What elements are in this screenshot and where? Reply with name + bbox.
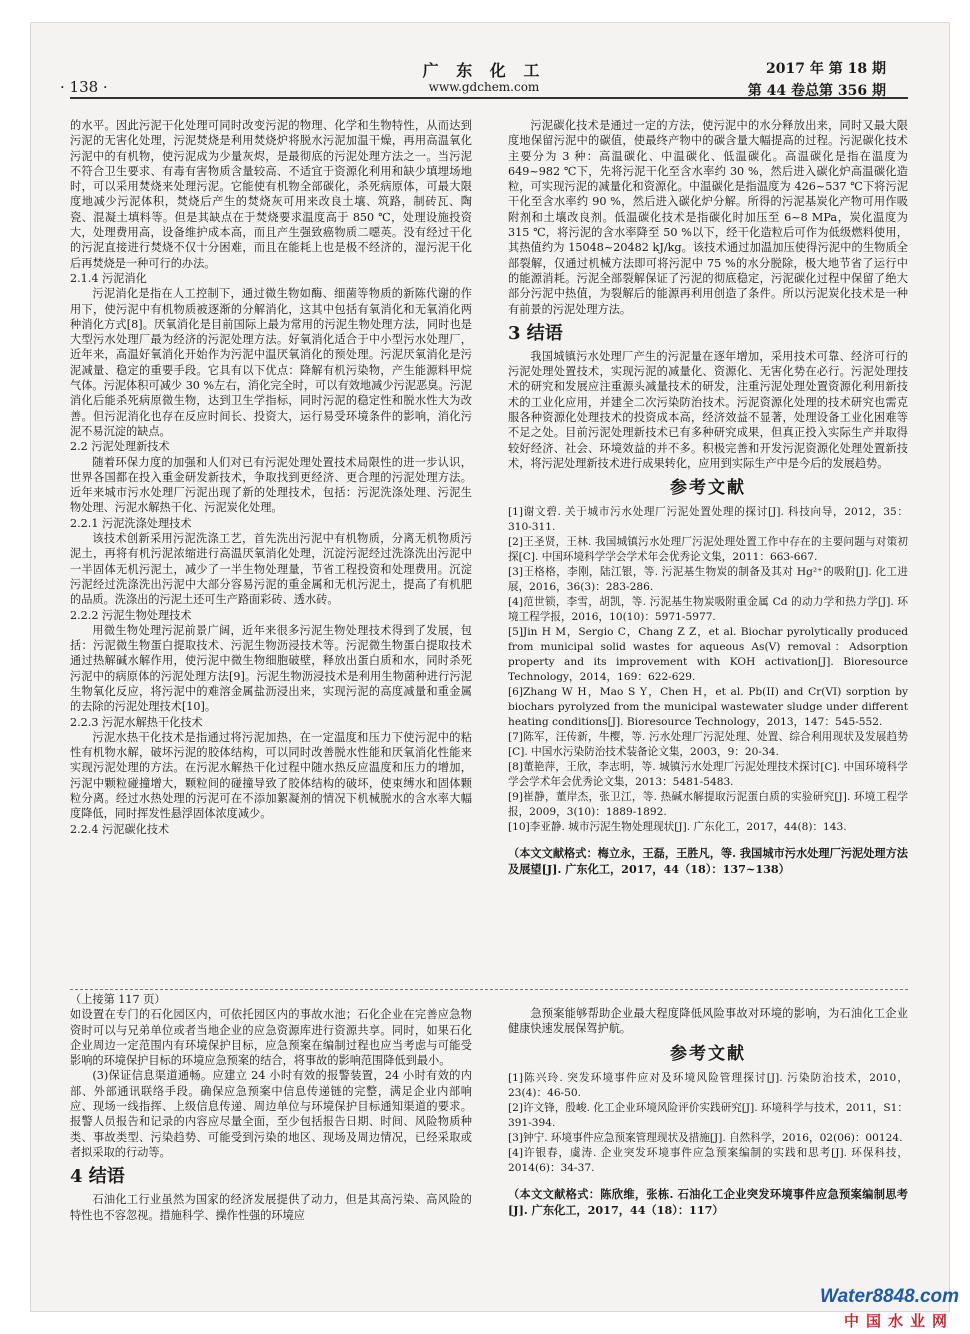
- page-header: [40, 32, 928, 99]
- reference-item: [5]Jin H M，Sergio C，Chang Z Z，et al. Biochar pyrolytically produced from municipal solid wastes for aqueous As(V) removal：Adsorption property and its improvement with KOH activation[J]. Bioresource Technology，2014，169：622-629.: [508, 626, 908, 684]
- paragraph: 用微生物处理污泥前景广阔，近年来很多污泥生物处理技术得到了发展，包括：污泥微生物蛋白提取技术、污泥生物沥浸技术等。污泥微生物蛋白提取技术通过热解碱水解作用，使污泥中微生物细胞破壁，释放出蛋白质和水，同时杀死污泥中的病原体的污泥处理方法[9]。污泥生物沥浸技术是利用生物菌种进行污泥生物氧化反应，将污泥中的难溶金属盐沥浸出来，实现污泥的高度减量和重金属的去除的污泥处理技术[10]。: [70, 623, 472, 714]
- reference-item: [1]谢文碧. 关于城市污水处理厂污泥处置处理的探讨[J]. 科技向导，2012，35：310-311.: [508, 506, 908, 534]
- subsection-heading: 2.2 污泥处理新技术: [70, 440, 170, 454]
- reference-item: [10]李亚静. 城市污泥生物处理现状[J]. 广东化工，2017，44(8)：143.: [508, 821, 847, 834]
- paragraph: 的水平。因此污泥干化处理可同时改变污泥的物理、化学和生物特性，从而达到污泥的无害化处理，污泥焚烧是利用焚烧炉将脱水污泥加温干燥，再用高温氧化污泥中的有机物，使污泥成为少量灰烬，是最彻底的污泥处理方法之一。当污泥不符合卫生要求、有毒有害物质含量较高、不适宜于资源化利用和缺少填埋场地时，可以采用焚烧来处理污泥。它能使有机物全部碳化，杀死病原体，可最大限度地减少污泥体积，焚烧后产生的焚烧灰可用来改良土壤、筑路，制砖瓦、陶瓷、混凝土填料等。但是其缺点在于焚烧要求温度高于 850 ℃，处理设施投资大，处理费用高，设备维护成本高，而且产生强致癌物质二噁英。没有经过干化的污泥直接进行焚烧不仅十分困难，而且在能耗上也是极不经济的，湿污泥干化后再焚烧是一种可行的办法。: [70, 119, 472, 270]
- paragraph: 随着环保力度的加强和人们对已有污泥处理处置技术局限性的进一步认识，世界各国都在投入重金研发新技术，争取找到更经济、更合理的污泥处理方法。近年来城市污水处理厂污泥出现了新的处理技术，包括：污泥洗涤处理、污泥生物处理、污泥水解热干化、污泥炭化处理。: [70, 455, 472, 515]
- logo-brand-cn: 中国水业网: [844, 1312, 955, 1330]
- subsection-heading: 2.2.1 污泥洗涤处理技术: [70, 516, 192, 530]
- journal-title: 广 东 化 工: [422, 61, 546, 80]
- paragraph: (3)保证信息渠道通畅。应建立 24 小时有效的报警装置，24 小时有效的内部、外部通讯联络手段。确保应急预案中信息传递链的完整，满足企业内部响应、现场一线指挥、上级信息传递、周边单位与环境保护目标通知渠道的要求。报警人员报告和记录的内容应尽量全面，至少包括报告日期、时间、风险物质种类、事故类型、污染趋势、可能受到污染的地区、现场及周边情况，已经采取或者拟采取的行动等。: [70, 1069, 472, 1159]
- right-column: [508, 118, 908, 877]
- logo-brand-text: Water8848.com: [820, 1286, 960, 1307]
- references-heading: 参考文献: [670, 478, 746, 499]
- section-heading-conclusion: 4 结语: [70, 1166, 125, 1188]
- references-heading: 参考文献: [670, 1043, 746, 1064]
- article-separator: [70, 989, 908, 990]
- journal-url: www.gdchem.com: [428, 80, 540, 94]
- bottom-left-column: [70, 992, 472, 1223]
- bottom-right-column: [508, 1006, 908, 1218]
- reference-item: [2]王圣贤，王林. 我国城镇污水处理厂污泥处理处置工作中存在的主要问题与对策初探[C]. 中国环境科学学会学术年会优秀论文集，2011：663-667.: [508, 536, 908, 564]
- reference-item: [6]Zhang W H，Mao S Y，Chen H，et al. Pb(II) and Cr(VI) sorption by biochars pyrolyzed from the municipal wastewater sludge under different heating conditions[J]. Bioresource Technology，2013，147：545-552.: [508, 686, 908, 729]
- left-column: [70, 118, 472, 837]
- paragraph: 急预案能够帮助企业最大程度降低风险事故对环境的影响，为石油化工企业健康快速发展保驾护航。: [508, 1007, 908, 1036]
- volume-info: 第 44 卷总第 356 期: [747, 83, 886, 99]
- reference-item: [7]陈军，汪传新，牛樱，等. 污水处理厂污泥处理、处置、综合利用现状及发展趋势[C]. 中国水污染防治技术装备论文集，2003，9：20-34.: [508, 731, 908, 759]
- reference-item: [9]崔静，董岸杰，张卫江，等. 热碱水解提取污泥蛋白质的实验研究[J]. 环境工程学报，2009，3(10)：1889-1892.: [508, 791, 908, 819]
- paragraph: 污泥消化是指在人工控制下，通过微生物如酶、细菌等物质的新陈代谢的作用下，使污泥中有机物质被逐渐的分解消化，这其中包括有氧消化和无氧消化两种消化方式[8]。厌氧消化是目前国际上最为常用的污泥生物处理方法，同时也是大型污水处理厂最为经济的污泥处理方法。好氧消化适合于中小型污水处理厂，近年来，高温好氧消化开始作为污泥中温厌氧消化的预处理。污泥厌氧消化是污泥减量、稳定的重要手段。它具有以下优点：降解有机污染物，产生能源料甲烷气体。污泥体积可减少 30 %左右，消化完全时，可以有效地减少污泥恶臭。污泥消化后能杀死病原微生物，达到卫生学指标，同时污泥的稳定性和脱水性大为改善。但污泥消化也存在反应时间长、投资大，运行易受环境条件的影响，消化污泥不易沉淀的缺点。: [70, 287, 472, 438]
- reference-item: [4]范世锁，李雪，胡凯，等. 污泥基生物炭吸附重金属 Cd 的动力学和热力学[J]. 环境工程学报，2016，10(10)：5971-5977.: [508, 596, 908, 624]
- reference-item: [2]许文锋，殷峻. 化工企业环境风险评价实践研究[J]. 环境科学与技术，2011，S1：391-394.: [508, 1101, 908, 1129]
- subsection-heading: 2.1.4 污泥消化: [70, 271, 147, 285]
- reference-item: [1]陈兴玲. 突发环境事件应对及环境风险管理探讨[J]. 污染防治技术，2010，23(4)：46-50.: [508, 1071, 908, 1099]
- citation-format: （本文文献格式：梅立永，王磊，王胜凡，等. 我国城市污水处理厂污泥处理方法及展望[J]. 广东化工，2017，44（18）：137~138）: [508, 846, 908, 877]
- page-number: · 138 ·: [60, 78, 108, 96]
- subsection-heading: 2.2.4 污泥碳化技术: [70, 822, 170, 836]
- paragraph: 如设置在专门的石化园区内，可依托园区内的事故水池；石化企业在完善应急物资时可以与兄弟单位或者当地企业的应急资源库进行资源共享。同时，如果石化企业周边一定范围内有环境保护目标，应急预案在编制过程也应当考虑与可能受影响的环境保护目标的环境应急预案的结合，将事故的影响范围降低到最小。: [70, 1008, 472, 1068]
- reference-item: [3]钟宁. 环境事件应急预案管理现状及措施[J]. 自然科学，2016，02(06)：00124.: [508, 1131, 903, 1144]
- paragraph: 污泥水热干化技术是指通过将污泥加热，在一定温度和压力下使污泥中的粘性有机物水解，破坏污泥的胶体结构，可以同时改善脱水性能和厌氧消化性能来实现污泥处理的方法。在污泥水解热干化过程中随水热反应温度和压力的增加，污泥中颗粒碰撞增大，颗粒间的碰撞导致了胶体结构的破坏，使束缚水和固体颗粒分离。经过水热处理的污泥可在不添加絮凝剂的情况下机械脱水的含水率大幅度降低，同时挥发性悬浮固体浓度减少。: [70, 730, 472, 821]
- paragraph: 石油化工行业虽然为国家的经济发展提供了动力，但是其高污染、高风险的特性也不容忽视。措施科学、操作性强的环境应: [70, 1193, 472, 1222]
- subsection-heading: 2.2.3 污泥水解热干化技术: [70, 715, 203, 729]
- subsection-heading: 2.2.2 污泥生物处理技术: [70, 608, 192, 622]
- paragraph: 该技术创新采用污泥洗涤工艺，首先洗出污泥中有机物质，分离无机物质污泥土，再将有机污泥浓缩进行高温厌氧消化处理，沉淀污泥经过洗涤洗出污泥中一半固体无机污泥土，减少了一半生物处理量，节省工程投资和处理费用。沉淀污泥经过洗涤洗出污泥中大部分容易污泥的重金属和无机污泥土，提高了有机肥的品质。洗涤出的污泥土还可生产路面彩砖、透水砖。: [70, 532, 472, 607]
- reference-item: [3]王格格，李刚，陆江银，等. 污泥基生物炭的制备及其对 Hg²⁺的吸附[J]. 化工进展，2016，36(3)：283-286.: [508, 566, 908, 594]
- year-issue: 2017 年 第 18 期: [766, 61, 886, 77]
- section-heading-conclusion: 3 结语: [508, 322, 563, 344]
- citation-format: （本文文献格式：陈欣维，张栋. 石油化工企业突发环境事件应急预案编制思考[J]. 广东化工，2017，44（18）：117）: [508, 1186, 908, 1217]
- water8848-logo: [820, 1284, 968, 1332]
- paragraph: 污泥碳化技术是通过一定的方法，使污泥中的水分释放出来，同时又最大限度地保留污泥中的碳值，使最终产物中的碳含量大幅提高的过程。污泥碳化技术主要分为 3 种：高温碳化、中温碳化、低温碳化。高温碳化是指在温度为 649~982 ℃下，先将污泥干化至含水率约 30 %，然后进入碳化炉高温碳化造粒，可实现污泥的减量化和资源化。中温碳化是指温度为 426~537 ℃下将污泥干化至含水率约 90 %，然后进入碳化炉分解。所得的污泥基炭化产物可用作吸附剂和土壤改良剂。低温碳化技术是指碳化时加压至 6~8 MPa，炭化温度为 315 ℃，将污泥的含水率降至 50 %以下，经干化造粒后可作为低级燃料使用，其热值约为 15048~20482 kJ/kg。该技术通过加温加压使得污泥中的生物质全部裂解，仅通过机械方法即可将污泥中 75 %的水分脱除，极大地节省了运行中的能源消耗。污泥全部裂解保证了污泥的彻底稳定，污泥碳化过程中保留了绝大部分污泥中热值，为裂解后的能源再利用创造了条件。所以污泥炭化技术是一种有前景的污泥处理方法。: [508, 119, 908, 316]
- continued-note: （上接第 117 页）: [70, 993, 166, 1006]
- header-rule: [70, 97, 908, 99]
- reference-item: [4]许银春，虞涛. 企业突发环境事件应急预案编制的实践和思考[J]. 环保科技，2014(6)：34-37.: [508, 1146, 908, 1174]
- paragraph: 我国城镇污水处理厂产生的污泥量在逐年增加，采用技术可靠、经济可行的污泥处理处置技术，实现污泥的减量化、资源化、无害化势在必行。污泥处理技术的研究和发展应注重源头减量技术的研发，注重污泥处理处置资源化利用新技术的工业化应用，并建全二次污染防治技术。污泥资源化处理的技术研究也需克服各种资源化处理技术的投资成本高，经济效益不显著，处理设备工业化困难等不足之处。目前污泥处理新技术已有多种研究成果，但真正投入实际生产并取得较好经济、社会、环境效益的并不多。积极完善和开发污泥资源化处理处置新技术，将污泥处理新技术进行成果转化，应用到实际生产中是今后的发展趋势。: [508, 349, 908, 470]
- reference-item: [8]董艳萍，王欣，李志明，等. 城镇污水处理厂污泥处理技术探讨[C]. 中国环境科学学会学术年会优秀论文集，2013：5481-5483.: [508, 761, 908, 789]
